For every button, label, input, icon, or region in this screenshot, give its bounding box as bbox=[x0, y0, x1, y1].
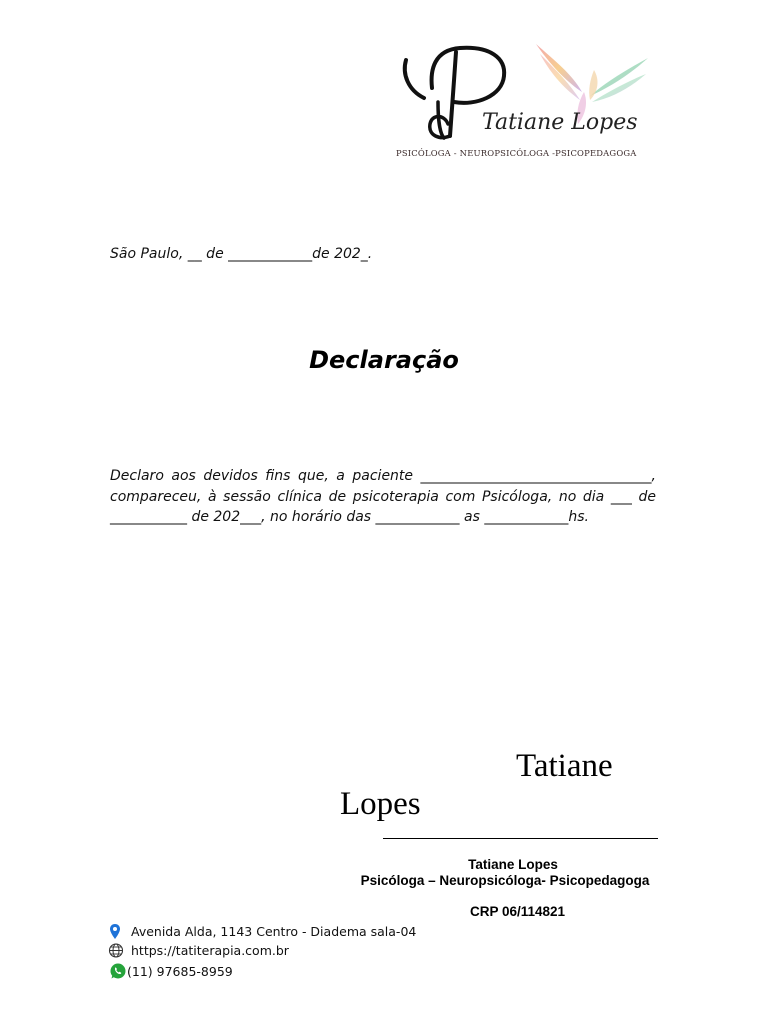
whatsapp-icon bbox=[108, 963, 125, 980]
signature-last-name: Lopes bbox=[340, 786, 421, 822]
signature-first-name: Tatiane bbox=[516, 748, 613, 784]
contact-website-row bbox=[108, 941, 289, 959]
date-line: São Paulo, __ de ____________de 202_. bbox=[110, 246, 373, 262]
contact-phone-row bbox=[108, 962, 233, 980]
signatory-crp: CRP 06/114821 bbox=[469, 904, 566, 919]
location-pin-icon bbox=[108, 923, 125, 940]
declaration-paragraph: Declaro aos devidos fins que, a paciente _________________________________, compareceu, à sessão clínica de psicoterapia com Psicóloga, no dia ___ de ___________ de 202___, no horário das ____________ as ____________hs. bbox=[110, 468, 656, 525]
brand-tagline: PSICÓLOGA - NEUROPSICÓLOGA -PSICOPEDAGOGA bbox=[396, 148, 637, 158]
signatory-title: Psicóloga – Neuropsicóloga- Psicopedagoga bbox=[360, 873, 650, 888]
contact-address-row bbox=[108, 922, 416, 940]
psi-feather-logo-graphic bbox=[394, 40, 650, 160]
contact-website[interactable]: https://tatiterapia.com.br bbox=[131, 942, 289, 958]
document-title: Declaração bbox=[309, 346, 459, 374]
contact-address: Avenida Alda, 1143 Centro - Diadema sala-04 bbox=[131, 923, 417, 939]
signatory-name: Tatiane Lopes bbox=[468, 857, 558, 872]
contact-phone: (11) 97685-8959 bbox=[127, 963, 233, 979]
globe-icon bbox=[108, 942, 125, 959]
brand-name: Tatiane Lopes bbox=[482, 110, 638, 135]
declaration-body bbox=[110, 466, 656, 528]
signature-line bbox=[383, 838, 658, 839]
brand-logo bbox=[394, 40, 650, 160]
